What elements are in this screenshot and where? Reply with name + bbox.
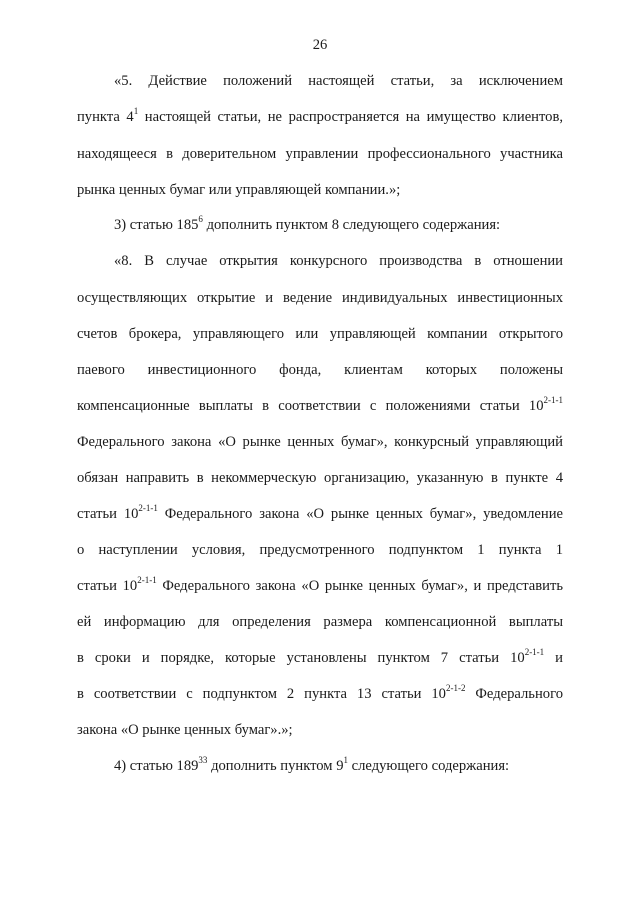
superscript-index: 2-1-1	[137, 575, 157, 585]
text-line: Федерального закона «О рынке ценных бумаг», конкурсный управляющий	[77, 434, 563, 450]
text-line: о наступлении условия, предусмотренного подпунктом 1 пункта 1	[77, 542, 563, 558]
superscript-index: 2-1-2	[445, 683, 466, 693]
superscript-index: 1	[133, 106, 139, 116]
superscript-index: 2-1-1	[138, 503, 158, 513]
superscript-index: 33	[198, 755, 208, 765]
text-line: закона «О рынке ценных бумаг».»;	[77, 722, 293, 738]
text-line: паевого инвестиционного фонда, клиентам которых положены	[77, 362, 563, 378]
text-line: обязан направить в некоммерческую организацию, указанную в пункте 4	[77, 470, 563, 486]
text-line: 4) статью $189^{33}$ дополнить пунктом $9^1$ следующего содержания:	[114, 755, 510, 774]
superscript-index: 1	[343, 755, 348, 765]
text-line: статьи 10$^{2-1-1}$ Федерального закона «О рынке ценных бумаг», и представить	[77, 575, 564, 594]
text-line: пункта $4^1$ настоящей статьи, не распространяется на имущество клиентов,	[77, 106, 564, 125]
text-line: ей информацию для определения размера компенсационной выплаты	[77, 614, 563, 630]
text-line: находящееся в доверительном управлении профессионального участника	[77, 146, 563, 162]
text-line: рынка ценных бумаг или управляющей компании.»;	[77, 182, 401, 198]
text-line: 3) статью $185^6$ дополнить пунктом 8 следующего содержания:	[114, 214, 501, 233]
text-line: в соответствии с подпунктом 2 пункта 13 статьи 10$^{2-1-2}$ Федерального	[77, 683, 563, 702]
text-line: компенсационные выплаты в соответствии с положениями статьи 10$^{2-1-1}$	[77, 395, 563, 414]
superscript-index: 6	[198, 214, 203, 224]
text-line: счетов брокера, управляющего или управляющей компании открытого	[77, 326, 563, 342]
text-line: «8. В случае открытия конкурсного производства в отношении	[114, 253, 563, 269]
text-line: статьи 10$^{2-1-1}$ Федерального закона «О рынке ценных бумаг», уведомление	[77, 503, 564, 522]
text-line: в сроки и порядке, которые установлены пунктом 7 статьи 10$^{2-1-1}$ и	[77, 647, 563, 666]
superscript-index: 2-1-1	[524, 647, 545, 657]
page-number: 26	[312, 37, 328, 53]
text-line: «5. Действие положений настоящей статьи, за исключением	[114, 73, 563, 89]
superscript-index: 2-1-1	[543, 395, 563, 405]
text-line: осуществляющих открытие и ведение индивидуальных инвестиционных	[77, 290, 563, 306]
